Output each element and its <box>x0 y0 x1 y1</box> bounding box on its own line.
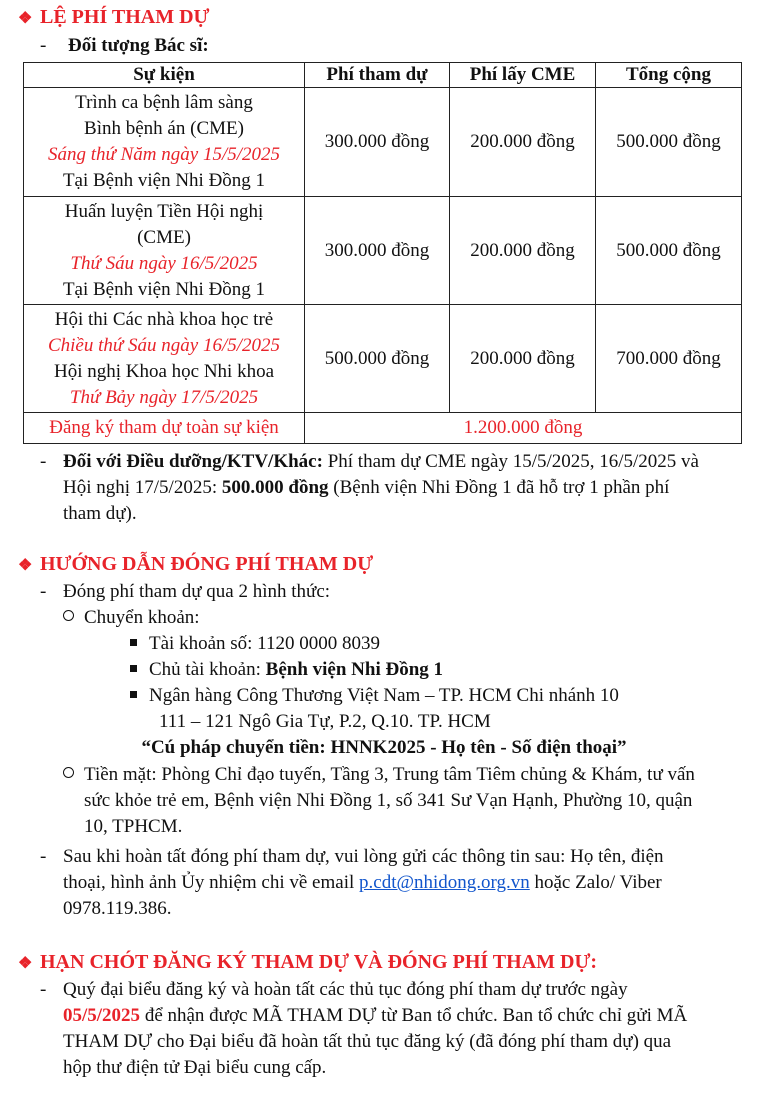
table-row <box>24 305 742 413</box>
transfer-syntax: “Cú pháp chuyển tiền: HNNK2025 - Họ tên - Số điện thoại” <box>141 737 627 758</box>
table-row <box>24 88 742 197</box>
total-cell: 500.000 đồng <box>596 88 742 197</box>
email-link[interactable]: p.cdt@nhidong.org.vn <box>359 872 530 893</box>
total-label-cell: Đăng ký tham dự toàn sự kiện <box>24 413 305 444</box>
event-date: Sáng thứ Năm ngày 15/5/2025 <box>47 144 281 165</box>
diamond-bullet-icon: ❖ <box>18 10 33 27</box>
total-cell: 700.000 đồng <box>596 305 742 413</box>
nurses-line-2: Hội nghị 17/5/2025: 500.000 đồng (Bệnh viện Nhi Đồng 1 đã hỗ trợ 1 phần phí <box>63 477 670 498</box>
section-heading-fees: ❖ LỆ PHÍ THAM DỰ <box>18 6 210 28</box>
after-line-3: 0978.119.386. <box>63 898 172 919</box>
event-cell: Huấn luyện Tiền Hội nghị (CME) Thứ Sáu ngày 16/5/2025 Tại Bệnh viện Nhi Đồng 1 <box>24 197 305 305</box>
event-date: Thứ Sáu ngày 16/5/2025 <box>70 252 258 274</box>
section-heading-deadline: ❖ HẠN CHÓT ĐĂNG KÝ THAM DỰ VÀ ĐÓNG PHÍ THAM DỰ: <box>18 951 598 973</box>
nurses-amount: 500.000 đồng <box>221 477 329 498</box>
table-total-row <box>24 413 742 444</box>
square-bullet-icon <box>130 639 137 646</box>
event-date: Chiều thứ Sáu ngày 16/5/2025 <box>47 334 281 356</box>
account-owner: Bệnh viện Nhi Đồng 1 <box>265 659 444 680</box>
bank-address-line: 111 – 121 Ngô Gia Tự, P.2, Q.10. TP. HCM <box>159 711 491 732</box>
document-page: ❖ LỆ PHÍ THAM DỰ - Đối tượng Bác sĩ: Sự kiện Phí tham dự Phí lấy CME Tổng cộng Trình ca bệnh lâm sàng Bình bệnh án (CME) Sáng thứ Năm ngày 15/5/2025 Tại Bệnh viện Nhi Đồng 1 300.000 đồng 200.000 đồng 500.000 đồng Huấn luyện Tiền Hội nghị (CME) Thứ Sáu ngày 16/5/2025 Tại Bệnh viện Nhi Đồng 1 300.000 đồng 200.000 đồng 500.000 đồng Hội thi Các nhà khoa học trẻ Chiều thứ Sáu ngày 16/5/2025 Hội nghị Khoa học Nhi khoa Thứ Bảy ngày 17/5/2025 500.000 đồng 200.000 đồng 700.000 đồng Đăng ký tham dự toàn sự kiện 1.200.000 đồng - Đối với Điều dưỡng/KTV/Khác: Phí tham dự CME ngày 15/5/2025, 16/5/2025 và Hội nghị 17/5/2025: 500.000 đồng (Bệnh viện Nhi Đồng 1 đã hỗ trợ 1 phần phí tham dự). ❖ HƯỚNG DẪN ĐÓNG PHÍ THAM DỰ - Đóng phí tham dự qua 2 hình thức: Chuyển khoản: Tài khoản số: 1120 0000 8039 Chủ tài khoản: Bệnh viện Nhi Đồng 1 Ngân hàng Công Thương Việt Nam – TP. HCM Chi nhánh 10 111 – 121 Ngô Gia Tự, P.2, Q.10. TP. HCM “Cú pháp chuyển tiền: HNNK2025 - Họ tên - Số điện thoại” Tiền mặt: Phòng Chỉ đạo tuyến, Tầng 3, Trung tâm Tiêm chủng & Khám, tư vấn sức khỏe trẻ em, Bệnh viện Nhi Đồng 1, số 341 Sư Vạn Hạnh, Phường 10, quận 10, TPHCM. - Sau khi hoàn tất đóng phí tham dự, vui lòng gửi các thông tin sau: Họ tên, điện thoại, hình ảnh Ủy nhiệm chi về email p.cdt@nhidong.org.vn hoặc Zalo/ Viber 0978.119.386. ❖ HẠN CHÓT ĐĂNG KÝ THAM DỰ VÀ ĐÓNG PHÍ THAM DỰ: - Quý đại biểu đăng ký và hoàn tất các thủ tục đóng phí tham dự trước ngày 05/5/2025 để nhận được MÃ THAM DỰ từ Ban tổ chức. Ban tổ chức chỉ gửi MÃ THAM DỰ cho Đại biểu đã hoàn tất thủ tục đăng ký (đã đóng phí tham dự) qua hộp thư điện tử Đại biểu cung cấp. <box>0 0 768 1099</box>
after-line-2: thoại, hình ảnh Ủy nhiệm chi về email p.cdt@nhidong.org.vn hoặc Zalo/ Viber <box>63 872 662 893</box>
account-owner-line: Chủ tài khoản: Bệnh viện Nhi Đồng 1 <box>130 659 443 681</box>
square-bullet-icon <box>130 665 137 672</box>
event-date: Thứ Bảy ngày 17/5/2025 <box>69 386 259 408</box>
fees-table <box>23 62 742 444</box>
table-row <box>24 197 742 305</box>
cme-cell: 200.000 đồng <box>450 88 596 197</box>
header-cme: Phí lấy CME <box>450 63 596 88</box>
transfer-line: Chuyển khoản: <box>63 607 200 629</box>
doctors-label: Đối tượng Bác sĩ: <box>68 35 209 56</box>
total-cell: 500.000 đồng <box>596 197 742 305</box>
nurses-label: Đối với Điều dưỡng/KTV/Khác: <box>63 451 323 472</box>
event-cell: Trình ca bệnh lâm sàng Bình bệnh án (CME) Sáng thứ Năm ngày 15/5/2025 Tại Bệnh viện Nhi Đồng 1 <box>24 88 305 197</box>
header-total: Tổng cộng <box>596 63 742 88</box>
fee-cell: 300.000 đồng <box>305 88 450 197</box>
diamond-bullet-icon: ❖ <box>18 955 33 972</box>
total-value-cell: 1.200.000 đồng <box>305 413 742 444</box>
fee-cell: 300.000 đồng <box>305 197 450 305</box>
fee-cell: 500.000 đồng <box>305 305 450 413</box>
deadline-line-3: THAM DỰ cho Đại biểu đã hoàn tất thủ tục đăng ký (đã đóng phí tham dự) qua <box>63 1031 672 1052</box>
bank-line: Ngân hàng Công Thương Việt Nam – TP. HCM Chi nhánh 10 <box>130 685 619 707</box>
diamond-bullet-icon: ❖ <box>18 557 33 574</box>
deadline-line-2: 05/5/2025 để nhận được MÃ THAM DỰ từ Ban tổ chức. Ban tổ chức chỉ gửi MÃ <box>63 1005 688 1026</box>
cash-line-1: Tiền mặt: Phòng Chỉ đạo tuyến, Tầng 3, Trung tâm Tiêm chủng & Khám, tư vấn <box>63 764 695 786</box>
deadline-date: 05/5/2025 <box>63 1005 141 1026</box>
header-event: Sự kiện <box>24 63 305 88</box>
table-header-row <box>24 63 742 88</box>
nurses-line-3: tham dự). <box>63 503 137 524</box>
account-number-line: Tài khoản số: 1120 0000 8039 <box>130 633 380 655</box>
cme-cell: 200.000 đồng <box>450 197 596 305</box>
circle-bullet-icon <box>63 610 74 621</box>
cash-line-3: 10, TPHCM. <box>84 816 183 837</box>
event-cell: Hội thi Các nhà khoa học trẻ Chiều thứ Sáu ngày 16/5/2025 Hội nghị Khoa học Nhi khoa Thứ Bảy ngày 17/5/2025 <box>24 305 305 413</box>
header-fee: Phí tham dự <box>305 63 450 88</box>
cme-cell: 200.000 đồng <box>450 305 596 413</box>
cash-line-2: sức khỏe trẻ em, Bệnh viện Nhi Đồng 1, số 341 Sư Vạn Hạnh, Phường 10, quận <box>84 790 693 811</box>
circle-bullet-icon <box>63 767 74 778</box>
section-heading-guide: ❖ HƯỚNG DẪN ĐÓNG PHÍ THAM DỰ <box>18 553 374 575</box>
deadline-line-4: hộp thư điện tử Đại biểu cung cấp. <box>63 1057 327 1078</box>
square-bullet-icon <box>130 691 137 698</box>
